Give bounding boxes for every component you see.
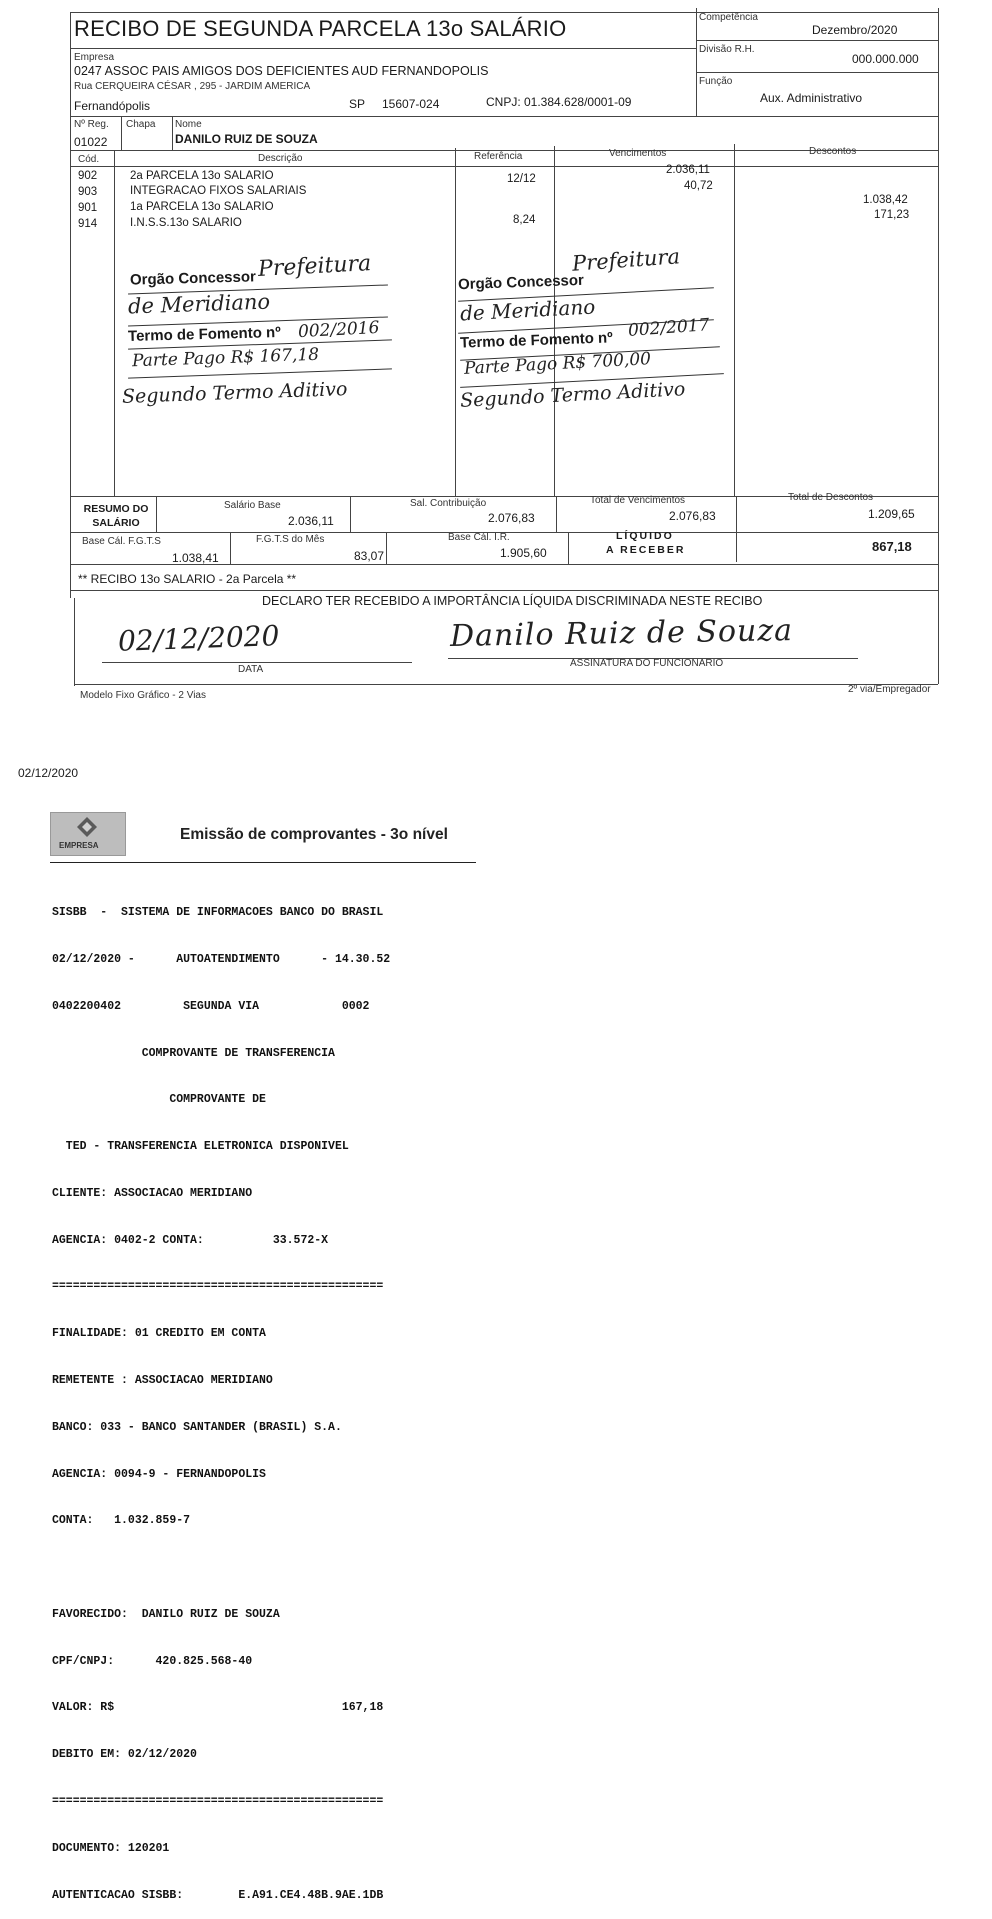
bank-line: AUTENTICACAO SISBB: E.A91.CE4.48B.9AE.1DB (52, 1888, 384, 1902)
item-desc: INTEGRACAO FIXOS SALARIAIS (130, 185, 307, 197)
sal-contrib-value: 2.076,83 (488, 511, 535, 525)
employee-row-top (70, 116, 938, 117)
liquido-label-1: LÍQUIDO (616, 530, 674, 542)
frame-right (938, 8, 939, 598)
competencia-label: Competência (699, 12, 758, 23)
bank-line: SISBB - SISTEMA DE INFORMACOES BANCO DO BRASIL (52, 906, 384, 920)
note-divider (70, 590, 938, 591)
liquido-value: 867,18 (872, 539, 912, 554)
total-venc-label: Total de Vencimentos (590, 495, 686, 506)
item-desc-val: 1.038,42 (863, 194, 908, 206)
stamp-orgao-hand: Prefeitura (571, 244, 681, 276)
nreg-value: 01022 (74, 135, 108, 149)
bank-line: ================================================ (52, 1795, 384, 1809)
competencia-value: Dezembro/2020 (812, 23, 898, 37)
resumo-label: RESUMO DO SALÁRIO (83, 503, 149, 529)
frame-left (70, 12, 71, 598)
summary-divider-7 (568, 532, 569, 564)
nome-value: DANILO RUIZ DE SOUZA (175, 132, 318, 146)
receipt-note: ** RECIBO 13o SALARIO - 2a Parcela ** (78, 572, 297, 586)
item-desc: I.N.S.S.13o SALARIO (130, 217, 242, 229)
item-cod: 903 (78, 186, 98, 198)
footer-right: 2º via/Empregador (848, 684, 931, 695)
stamp-termo-label: Termo de Fomento nº (459, 329, 613, 352)
stamp-orgao-hand-2: de Meridiano (127, 289, 271, 319)
item-cod: 914 (78, 218, 98, 230)
bank-logo-text: EMPRESA (59, 841, 99, 850)
col-descricao: Descrição (258, 153, 303, 164)
col-divider-2 (455, 148, 456, 496)
bank-logo-icon (73, 815, 101, 839)
nreg-label: Nº Reg. (74, 119, 109, 130)
total-venc-value: 2.076,83 (669, 509, 716, 523)
base-fgts-label: Base Cál. F.G.T.S (82, 536, 161, 547)
declaration-frame-left (74, 598, 75, 686)
payslip-receipt (62, 8, 938, 701)
base-fgts-value: 1.038,41 (172, 551, 219, 565)
bank-line: TED - TRANSFERENCIA ELETRONICA DISPONIVEL (52, 1140, 349, 1154)
stamp-hand-line-3: Parte Pago R$ 700,00 (463, 349, 652, 379)
bank-line: COMPROVANTE DE (52, 1093, 266, 1107)
date-label: DATA (238, 664, 264, 675)
empresa-address: Rua CERQUEIRA CÉSAR , 295 - JARDIM AMERICA (74, 81, 311, 92)
col-referencia: Referência (474, 151, 523, 162)
summary-divider-6 (386, 532, 387, 564)
bank-print-date: 02/12/2020 (18, 766, 79, 780)
bank-line: DEBITO EM: 02/12/2020 (52, 1748, 197, 1762)
funcao-value: Aux. Administrativo (760, 91, 863, 105)
header-right-divider (696, 8, 697, 116)
bank-line: CPF/CNPJ: 420.825.568-40 (52, 1654, 253, 1668)
bank-line: FINALIDADE: 01 CREDITO EM CONTA (52, 1327, 266, 1341)
item-venc: 2.036,11 (666, 164, 710, 176)
signature-label: ASSINATURA DO FUNCIONARIO (570, 658, 724, 669)
chapa-label: Chapa (126, 119, 156, 130)
summary-divider-4 (736, 496, 737, 562)
item-ref: 8,24 (513, 214, 536, 226)
title-divider (70, 48, 696, 49)
base-ir-label: Base Cál. I.R. (448, 532, 510, 543)
bank-heading-divider (50, 862, 476, 863)
divisao-divider (696, 72, 938, 73)
date-line (102, 662, 412, 663)
bank-line: COMPROVANTE DE TRANSFERENCIA (52, 1046, 335, 1060)
bank-line: CONTA: 1.032.859-7 (52, 1514, 191, 1528)
stamp-orgao-label: Orgão Concessor (457, 271, 585, 294)
item-desc: 1a PARCELA 13o SALARIO (130, 201, 274, 213)
col-cod: Cód. (78, 154, 100, 165)
total-desc-value: 1.209,65 (868, 507, 915, 521)
stamp-termo-hand: 002/2016 (297, 317, 380, 343)
bank-line: DOCUMENTO: 120201 (52, 1841, 170, 1855)
date-handwritten: 02/12/2020 (117, 619, 280, 658)
fgts-mes-label: F.G.T.S do Mês (256, 534, 325, 545)
item-ref: 12/12 (507, 173, 536, 185)
item-cod: 902 (78, 170, 98, 182)
stamp-hand-line-4: Segundo Termo Aditivo (121, 378, 348, 408)
stamp-hand-line-3: Parte Pago R$ 167,18 (131, 344, 320, 372)
bank-line: AGENCIA: 0402-2 CONTA: 33.572-X (52, 1233, 329, 1247)
footer-left: Modelo Fixo Gráfico - 2 Vias (80, 690, 206, 701)
nome-label: Nome (175, 119, 202, 130)
bank-heading: Emissão de comprovantes - 3o nível (180, 826, 448, 843)
column-header-divider (70, 166, 938, 167)
bank-line: AGENCIA: 0094-9 - FERNANDOPOLIS (52, 1467, 266, 1481)
stamp-hand-line-4: Segundo Termo Aditivo (459, 378, 686, 412)
stamp-termo-label: Termo de Fomento nº (127, 324, 281, 345)
salario-base-label: Salário Base (224, 500, 281, 511)
empresa-label: Empresa (74, 52, 115, 63)
base-ir-value: 1.905,60 (500, 546, 547, 560)
col-divider-4 (734, 144, 735, 496)
summary-divider-1 (156, 496, 157, 532)
summary-bottom (70, 564, 938, 565)
bank-line (52, 1560, 390, 1576)
item-desc-val: 171,23 (874, 209, 910, 221)
receipt-title: RECIBO DE SEGUNDA PARCELA 13o SALÁRIO (74, 16, 567, 41)
divisao-label: Divisão R.H. (699, 44, 755, 55)
divisao-value: 000.000.000 (852, 52, 919, 66)
bank-receipt-text (52, 874, 390, 1919)
total-desc-label: Total de Descontos (788, 492, 874, 503)
bank-line: FAVORECIDO: DANILO RUIZ DE SOUZA (52, 1607, 280, 1621)
stamp-termo-hand: 002/2017 (627, 315, 711, 341)
chapa-divider (172, 116, 173, 150)
bank-line: CLIENTE: ASSOCIACAO MERIDIANO (52, 1186, 253, 1200)
bank-line: VALOR: R$ 167,18 (52, 1701, 384, 1715)
signature-handwritten: Danilo Ruiz de Souza (449, 613, 794, 654)
summary-divider-3 (556, 496, 557, 532)
item-desc: 2a PARCELA 13o SALARIO (130, 170, 274, 182)
liquido-label-2: A RECEBER (606, 544, 686, 556)
col-divider-1 (114, 150, 115, 496)
empresa-city: Fernandópolis (74, 99, 151, 113)
item-cod: 901 (78, 202, 98, 214)
col-divider-3 (554, 146, 555, 496)
declaration-frame-right (938, 598, 939, 684)
competencia-divider (696, 40, 938, 41)
bank-line: REMETENTE : ASSOCIACAO MERIDIANO (52, 1374, 273, 1387)
summary-divider-5 (230, 532, 231, 564)
fgts-mes-value: 83,07 (354, 549, 385, 563)
empresa-cnpj: CNPJ: 01.384.628/0001-09 (486, 95, 632, 109)
empresa-state: SP (349, 97, 366, 111)
frame-top (70, 12, 938, 13)
salario-base-value: 2.036,11 (288, 514, 334, 528)
stamp-orgao-hand-2: de Meridiano (459, 294, 596, 326)
bank-logo (50, 812, 126, 856)
col-vencimentos: Vencimentos (609, 148, 667, 159)
bank-line: 0402200402 SEGUNDA VIA 0002 (52, 999, 370, 1013)
bank-line: 02/12/2020 - AUTOATENDIMENTO - 14.30.52 (52, 952, 391, 966)
bank-line: BANCO: 033 - BANCO SANTANDER (BRASIL) S.A. (52, 1420, 342, 1434)
item-venc: 40,72 (684, 180, 713, 192)
bank-line: ================================================ (52, 1280, 384, 1294)
summary-divider-2 (350, 496, 351, 532)
stamp-orgao-label: Orgão Concessor (129, 268, 257, 289)
funcao-label: Função (699, 76, 733, 87)
declaration-text: DECLARO TER RECEBIDO A IMPORTÂNCIA LÍQUIDA DISCRIMINADA NESTE RECIBO (262, 594, 763, 608)
empresa-cep: 15607-024 (382, 97, 440, 111)
declaration-frame-bottom (74, 684, 938, 685)
nreg-divider (121, 116, 122, 150)
empresa-name: 0247 ASSOC PAIS AMIGOS DOS DEFICIENTES AUD FERNANDOPOLIS (74, 64, 489, 78)
stamp-orgao-hand: Prefeitura (257, 251, 372, 282)
sal-contrib-label: Sal. Contribuição (410, 498, 487, 509)
col-descontos: Descontos (809, 146, 857, 157)
